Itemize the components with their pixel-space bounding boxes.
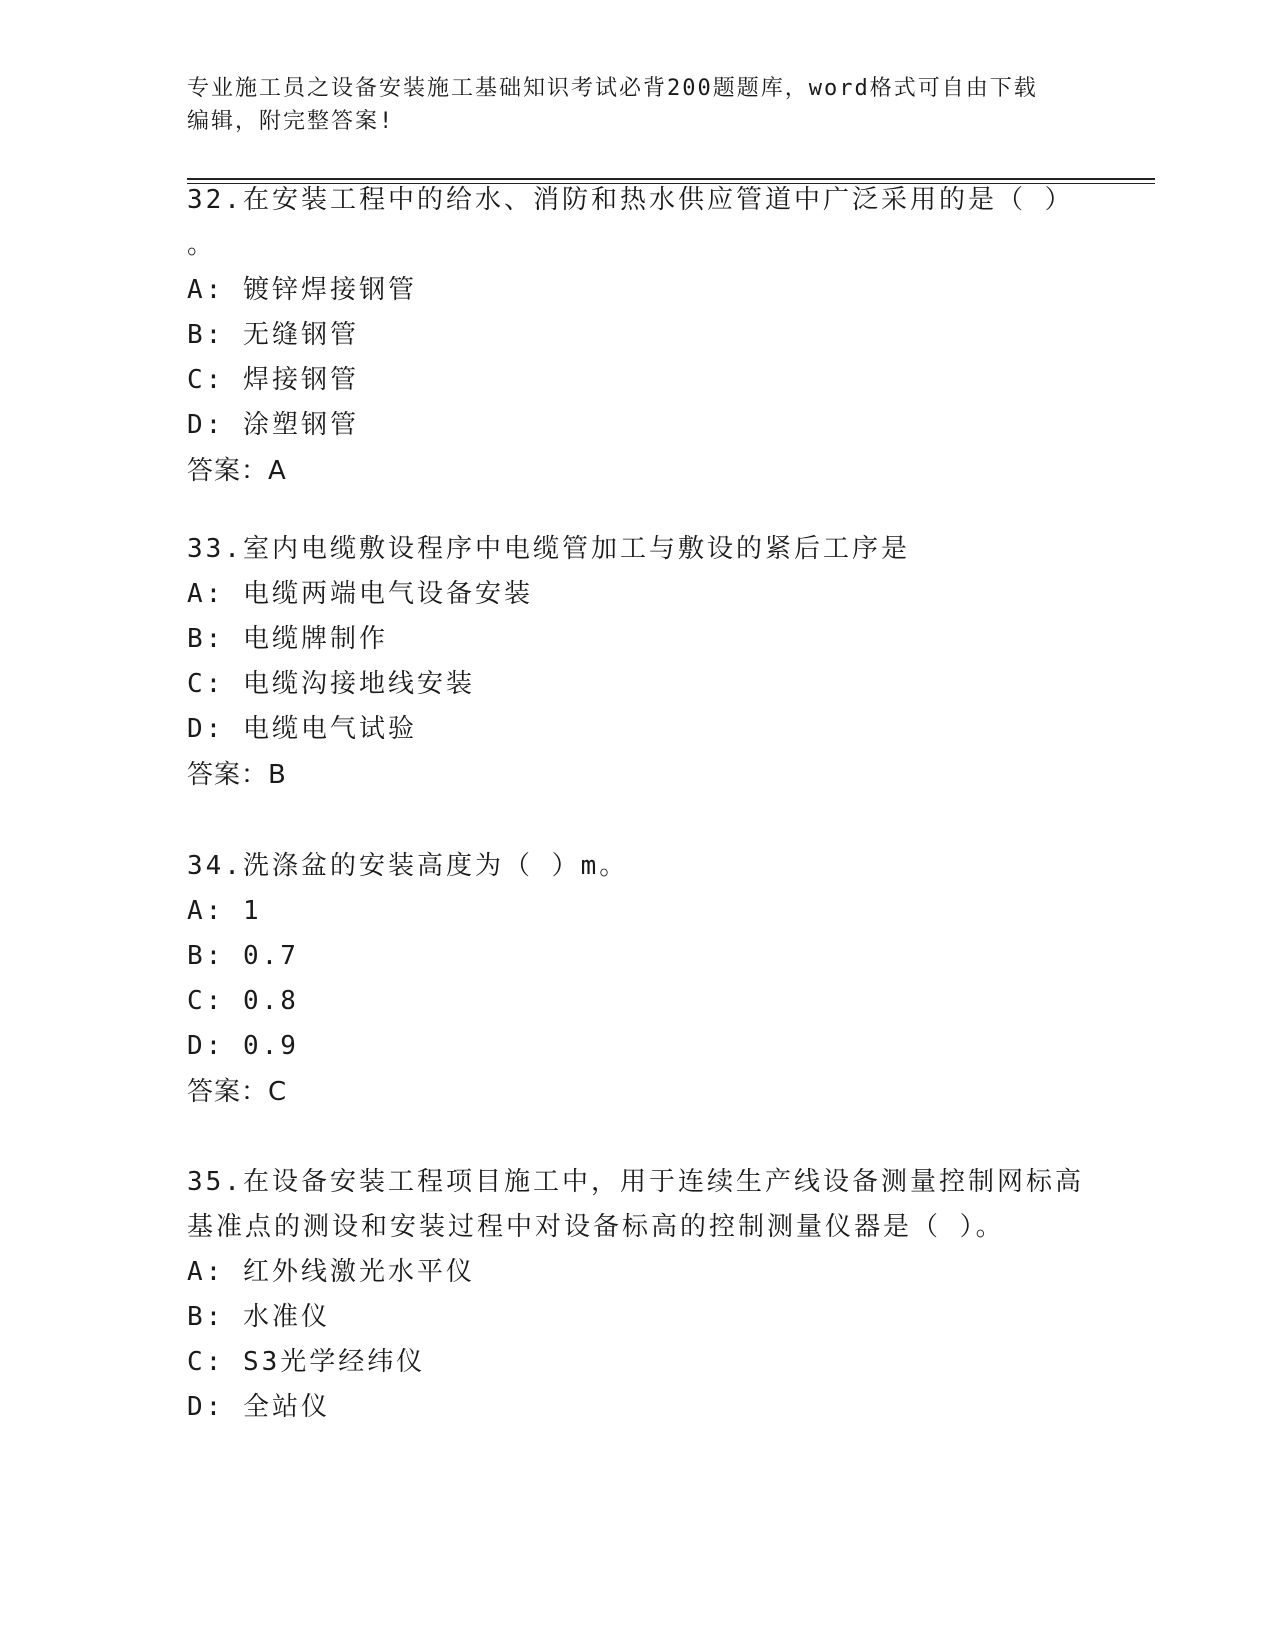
option-a: A: 电缆两端电气设备安装 [187,579,533,609]
question-33 [187,527,1087,798]
option-a: A: 红外线激光水平仪 [187,1257,475,1287]
question-stem-continued: 基准点的测设和安装过程中对设备标高的控制测量仪器是（ ）。 [187,1212,1005,1242]
option-c: C: 焊接钢管 [187,365,359,395]
option-b: B: 电缆牌制作 [187,624,388,654]
option-d: D: 全站仪 [187,1392,330,1422]
option-c: C: 电缆沟接地线安装 [187,669,475,699]
question-stem: 33.室内电缆敷设程序中电缆管加工与敷设的紧后工序是 [187,534,910,564]
option-c: C: S3光学经纬仪 [187,1347,426,1377]
question-stem: 35.在设备安装工程项目施工中，用于连续生产线设备测量控制网标高 [187,1167,1084,1197]
option-a: A: 1 [187,896,262,926]
question-stem: 32.在安装工程中的给水、消防和热水供应管道中广泛采用的是（ ） [187,185,1074,215]
option-a: A: 镀锌焊接钢管 [187,275,417,305]
option-d: D: 0.9 [187,1031,299,1061]
option-d: D: 电缆电气试验 [187,714,417,744]
option-d: D: 涂塑钢管 [187,410,359,440]
answer-label: 答案：C [187,1077,288,1107]
question-34 [187,844,1087,1115]
question-35 [187,1160,1087,1430]
question-stem: 34.洗涤盆的安装高度为（ ）m。 [187,851,629,881]
answer-label: 答案：B [187,760,287,790]
answer-label: 答案：A [187,456,287,486]
option-b: B: 无缝钢管 [187,320,359,350]
question-stem-continued: 。 [187,230,217,260]
option-c: C: 0.8 [187,986,299,1016]
option-b: B: 水准仪 [187,1302,330,1332]
header-title-line-1: 专业施工员之设备安装施工基础知识考试必背200题题库，word格式可自由下载 [187,76,1038,101]
option-b: B: 0.7 [187,941,299,971]
document-header [187,72,1087,138]
header-title-line-2: 编辑，附完整答案! [187,109,395,134]
question-32 [187,178,1087,494]
